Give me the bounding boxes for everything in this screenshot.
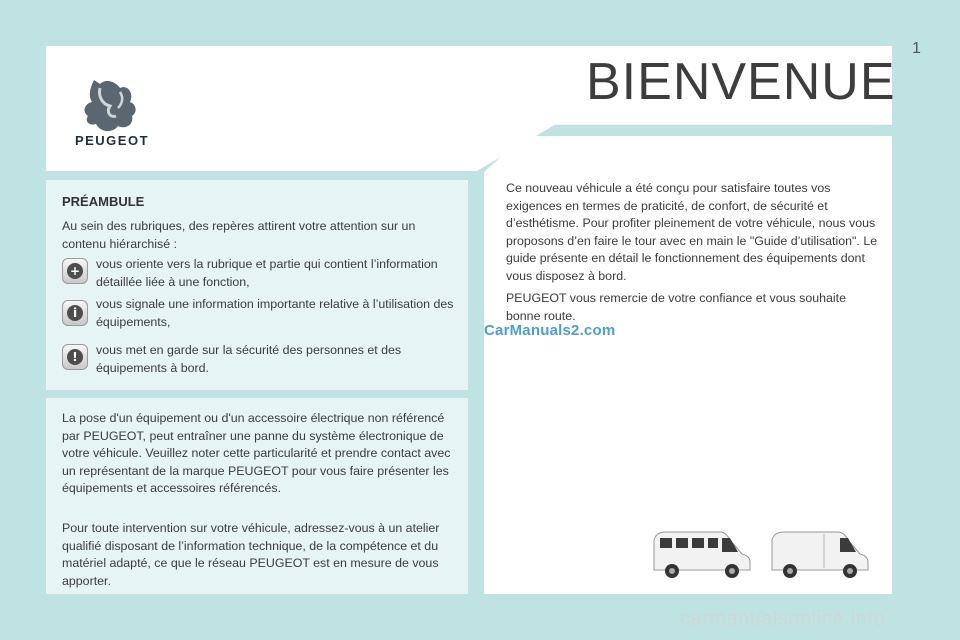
preambule-heading: PRÉAMBULE [62, 194, 145, 209]
preambule-item-plus: vous oriente vers la rubrique et partie qui contient l’information détaillée liée à une fonction, [96, 257, 438, 289]
brand-name: PEUGEOT [74, 133, 150, 148]
preambule-intro: Au sein des rubriques, des repères attirent votre attention sur un contenu hiérarchisé : [62, 219, 416, 251]
welcome-paragraph: Ce nouveau véhicule a été conçu pour satisfaire toutes vos exigences en termes de praticité, de confort, de sécurité et d’esthétisme. Pour profiter pleinement de votre véhicule, nous vous proposons d’en faire le tour avec en main le "Guide d’utilisation". Le guide présente en détail le fonctionnement des équipements dont vous disposez à bord. [506, 181, 878, 283]
thanks-paragraph: PEUGEOT vous remercie de votre confiance et vous souhaite bonne route. [506, 291, 846, 323]
accessories-paragraph: La pose d'un équipement ou d'un accessoire électrique non référencé par PEUGEOT, peut entraîner une panne du système électronique de votre véhicule. Veuillez noter cette particularité et prendre contact avec un représentant de la marque PEUGEOT pour vous faire présenter les équipements et accessoires référencés. [62, 411, 451, 495]
preambule-item-info: vous signale une information importante relative à l’utilisation des équipements, [96, 297, 454, 329]
preambule-item-warning: vous met en garde sur la sécurité des personnes et des équipements à bord. [96, 343, 402, 375]
info-icon: i [62, 300, 88, 326]
watermark-top: CarManuals2.com [484, 322, 616, 339]
service-paragraph: Pour toute intervention sur votre véhicule, adressez-vous à un atelier qualifié disposant de l’information technique, de la compétence et du matériel adapté, ce que le réseau PEUGEOT est en mesure de vous apporter. [62, 521, 440, 588]
page-title: BIENVENUE [586, 53, 896, 111]
minibus-van-image [646, 526, 756, 580]
plus-icon: + [62, 258, 88, 284]
panel-van-image [764, 526, 874, 580]
watermark-footer: carmanualsonline.info [680, 608, 886, 630]
warning-icon: ! [62, 344, 88, 370]
page-number: 1 [912, 40, 921, 57]
